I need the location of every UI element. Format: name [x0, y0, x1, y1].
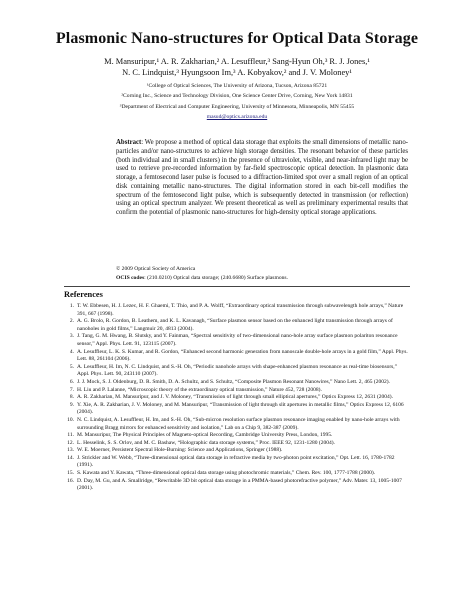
affiliation-3: ³Department of Electrical and Computer Engineering, University of Minnesota, Minneapolis, MN 55455: [119, 103, 355, 110]
reference-text: S. Kawata and Y. Kawata, “Three-dimensional optical data storage using photochromic materials,” Chem. Rev. 100, 1777-1788 (2000).: [77, 470, 376, 477]
abstract-text: : We propose a method of optical data storage that exploits the small dimensions of metallic nano-particles and/or nano-structures to achieve high storage densities. The resonant behavior of these particles (both individual and in small clusters) in the presence of ultraviolet, visible, and near-infrared light may be used to retrieve pre-recorded information by far-field spectroscopic optical detection. In plasmonic data storage, a femtosecond laser pulse is focused to a diffraction-limited spot over a small region of an optical disk containing metallic nano-structures. The digital information stored in each bit-cell modifies the spectrum of the femtosecond light pulse, which is subsequently detected in transmission (or reflection) using an optical spectrum analyzer. We present theoretical as well as preliminary experimental results that confirm the potential of plasmonic nano-structures for high-density optical storage applications.: [116, 139, 408, 216]
reference-item: [64, 379, 410, 387]
reference-text: A. Lesuffleur, H. Im, N. C. Lindquist, and S.-H. Oh, “Periodic nanohole arrays with shape-enhanced plasmon resonance as real-time biosensors,” Appl. Phys. Lett. 90, 243110 (2007).: [77, 363, 398, 378]
reference-text: L. Hesselink, S. S. Orlov, and M. C. Bashaw, “Holographic data storage systems,” Proc. IEEE 92, 1231-1280 (2004).: [77, 439, 335, 446]
email-link[interactable]: masud@optics.arizona.edu: [206, 113, 268, 120]
reference-text: A. G. Brolo, R. Gordon, B. Leathem, and K. L. Kavanagh, “Surface plasmon sensor based on the enhanced light transmission through arrays of nanoholes in gold films,” Langmuir 20, 4813 (2004).: [77, 318, 393, 332]
affiliation-2: ²Corning Inc., Science and Technology Division, One Science Center Drive, Corning, New York 14831: [121, 93, 353, 100]
reference-number: 9.: [69, 401, 74, 408]
affiliations: [40, 81, 434, 122]
reference-number: 6.: [69, 378, 74, 385]
reference-text: J. J. Mock, S. J. Oldenburg, D. R. Smith, D. A. Schultz, and S. Schultz, “Composite Plasmon Resonant Nanowires,” Nano Lett. 2, 465 (2002).: [77, 378, 390, 385]
reference-item: [64, 470, 410, 478]
section-divider: [64, 286, 410, 287]
reference-item: [64, 364, 410, 379]
abstract-label: Abstract: [116, 139, 142, 146]
paper-title: Plasmonic Nano-structures for Optical Data Storage: [55, 30, 419, 47]
reference-number: 3.: [69, 333, 74, 340]
reference-item: [64, 478, 410, 493]
references-heading: References: [64, 290, 103, 299]
reference-number: 4.: [69, 348, 74, 355]
ocis-label: OCIS codes: [116, 275, 145, 281]
ocis-text: : (210.0210) Optical data storage; (240.6680) Surface plasmons.: [144, 275, 288, 281]
reference-item: [64, 387, 410, 395]
reference-item: [64, 318, 410, 333]
copyright-notice: © 2009 Optical Society of America: [116, 266, 196, 272]
reference-number: 5.: [69, 363, 74, 370]
reference-number: 1.: [69, 303, 74, 309]
affiliation-1: ¹College of Optical Sciences, The University of Arizona, Tucson, Arizona 85721: [146, 83, 328, 89]
reference-text: A. R. Zakharian, M. Mansuripur, and J. V. Moloney, “Transmission of light through small elliptical apertures,” Optics Express 12, 2631 (2004).: [77, 394, 393, 401]
reference-item: [64, 402, 410, 417]
reference-text: J. Tang, G. M. Hwang, B. Slutsky, and Y. Fainman, “Spectral sensitivity of two-dimensional nano-hole array surface plasmon polariton resonance sensor,” Appl. Phys. Lett. 91, 123115 (2007).: [77, 333, 398, 347]
reference-text: H. Liu and P. Lalanne, “Microscopic theory of the extraordinary optical transmission,” Nature 452, 728 (2008).: [77, 386, 322, 393]
reference-item: [64, 303, 410, 318]
reference-number: 14.: [67, 454, 74, 461]
reference-number: 13.: [67, 447, 74, 454]
reference-text: A. Lesuffleur, L. K. S. Kumar, and R. Gordon, “Enhanced second harmonic generation from nanoscale double-hole arrays in a gold film,” Appl. Phys. Lett. 88, 261104 (2006).: [77, 348, 408, 363]
reference-text: M. Mansuripur, The Physical Principles of Magneto-optical Recording, Cambridge University Press, London, 1995.: [77, 432, 333, 439]
reference-text: W. E. Moerner, Persistent Spectral Hole-Burning: Science and Applications, Springer (1988).: [77, 447, 283, 454]
reference-item: [64, 432, 410, 440]
reference-text: J. Strickler and W. Webb, “Three-dimensional optical data storage in refractive media by two-photon point excitation,” Opt. Lett. 16, 1780-1782 (1991).: [77, 454, 395, 469]
reference-number: 10.: [67, 416, 74, 423]
reference-item: [64, 447, 410, 455]
reference-number: 8.: [69, 394, 74, 401]
reference-number: 2.: [69, 318, 74, 325]
author-list: [60, 56, 414, 79]
reference-item: [64, 333, 410, 348]
reference-item: [64, 394, 410, 402]
reference-text: N. C. Lindquist, A. Lesuffleur, H. Im, and S.-H. Oh, “Sub-micron resolution surface plasmon resonance imaging enabled by nano-hole arrays with surrounding Bragg mirrors for enhanced sensitivity and isolation,” Lab on a Chip 9, 382-387 (2009).: [77, 416, 400, 431]
reference-item: [64, 455, 410, 470]
reference-text: T. W. Ebbesen, H. J. Lezec, H. F. Ghaemi, T. Thio, and P. A. Wolff, “Extraordinary optical transmission through subwavelength hole arrays,” Nature 391, 667 (1998).: [77, 303, 404, 317]
reference-number: 11.: [67, 432, 74, 439]
author-line-1: M. Mansuripur,¹ A. R. Zakharian,² A. Lesuffleur,³ Sang-Hyun Oh,³ R. J. Jones,¹: [104, 57, 370, 66]
abstract: [116, 139, 408, 218]
reference-text: Y. Xie, A. R. Zakharian, J. V. Moloney, and M. Mansuripur, “Transmission of light through slit apertures in metallic films,” Optics Express 12, 6106 (2004).: [77, 401, 404, 416]
ocis-codes: [116, 275, 288, 281]
reference-number: 15.: [67, 470, 74, 477]
author-line-2: N. C. Lindquist,³ Hyungsoon Im,³ A. Kobyakov,² and J. V. Moloney¹: [122, 68, 352, 78]
reference-number: 12.: [67, 439, 74, 446]
reference-text: D. Day, M. Gu, and A. Smallridge, “Rewritable 3D bit optical data storage in a PMMA-based photorefractive polymer,” Adv. Mater. 13, 1005-1007 (2001).: [77, 477, 402, 492]
reference-list: [64, 303, 410, 493]
reference-item: [64, 417, 410, 432]
reference-number: 7.: [69, 386, 74, 393]
reference-number: 16.: [67, 477, 74, 484]
reference-item: [64, 349, 410, 364]
